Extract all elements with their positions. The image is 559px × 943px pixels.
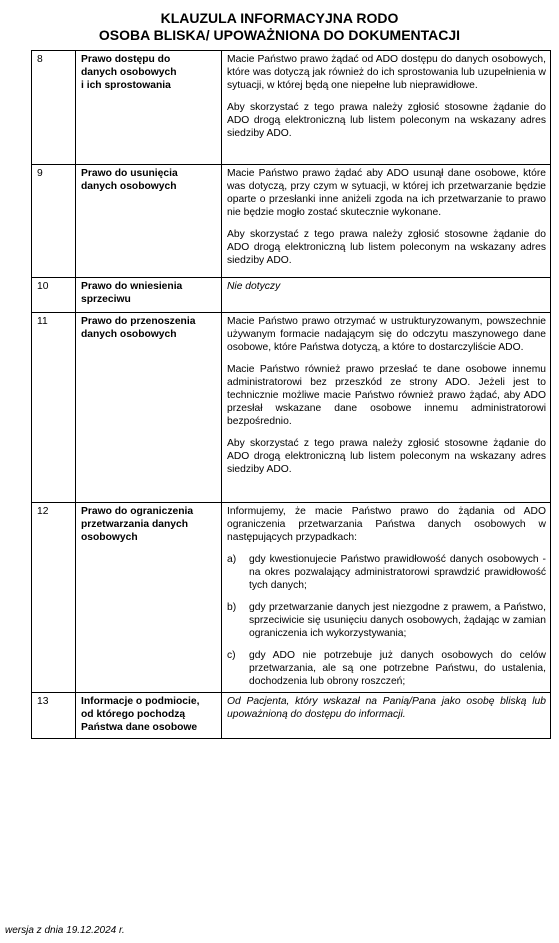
table-row — [32, 503, 551, 693]
table-row — [32, 313, 551, 503]
title-line-1: KLAUZULA INFORMACYJNA RODO — [160, 10, 399, 26]
list-marker: c) — [227, 650, 236, 661]
row-description — [222, 503, 551, 693]
table-row — [32, 278, 551, 313]
label-line: danych osobowych — [81, 181, 177, 192]
version-footer: wersja z dnia 19.12.2024 r. — [5, 925, 125, 936]
row-number: 12 — [32, 503, 76, 693]
paragraph: Aby skorzystać z tego prawa należy zgłosić stosowne żądanie do ADO drogą elektroniczną lub listem poleconym na wskazany adres siedziby ADO. — [227, 102, 546, 139]
row-number: 10 — [32, 278, 76, 313]
paragraph: Macie Państwo prawo żądać aby ADO usunął dane osobowe, które was dotyczą, przy czym w sytuacji, w której ich przetwarzanie będzie oparte o przesłanki inne aniżeli zgoda na ich przetwarzanie to prawo nie będzie mogło zostać skutecznie wykonane. — [227, 168, 546, 218]
label-line: sprzeciwu — [81, 294, 131, 305]
row-label — [76, 165, 222, 278]
label-line: od którego pochodzą — [81, 709, 186, 720]
paragraph: Macie Państwo prawo otrzymać w ustrukturyzowanym, powszechnie używanym formacie nadającym się do odczytu maszynowego dane osobowe, które Państwa dotyczą, a które to dostarczyliście ADO. — [227, 316, 546, 353]
list-text: gdy ADO nie potrzebuje już danych osobowych do celów przetwarzania, ale są one potrzebne Państwu, do ustalenia, dochodzenia lub obrony roszczeń; — [249, 650, 546, 687]
label-line: Prawo do wniesienia — [81, 281, 183, 292]
row-number: 9 — [32, 165, 76, 278]
list-item — [227, 649, 546, 688]
list-item — [227, 601, 546, 640]
paragraph: Macie Państwo również prawo przesłać te dane osobowe innemu administratorowi bez przeszkód ze strony ADO. Jeżeli jest to technicznie możliwe macie Państwo również prawo żądać, aby ADO przesłał wskazane dane osobowe innemu administratorowi bezpośrednio. — [227, 364, 546, 427]
table-row — [32, 51, 551, 165]
row-label — [76, 51, 222, 165]
label-line: Prawo dostępu do — [81, 54, 171, 65]
label-line: Prawo do ograniczenia — [81, 506, 194, 517]
row-label — [76, 278, 222, 313]
label-line: osobowych — [81, 532, 138, 543]
document-title — [0, 10, 559, 44]
row-description — [222, 165, 551, 278]
paragraph: Informujemy, że macie Państwo prawo do żądania od ADO ograniczenia przetwarzania Państwa danych osobowych w następujących przypadkach: — [227, 506, 546, 543]
label-line: przetwarzania danych — [81, 519, 189, 530]
list-text: gdy przetwarzanie danych jest niezgodne z prawem, a Państwo, sprzeciwicie się usunięciu danych osobowych, żądając w zamian ograniczenia ich wykorzystywania; — [249, 602, 546, 639]
table-row — [32, 693, 551, 739]
list-item — [227, 553, 546, 592]
label-line: Informacje o podmiocie, — [81, 696, 200, 707]
row-description — [222, 313, 551, 503]
paragraph: Aby skorzystać z tego prawa należy zgłosić stosowne żądanie do ADO drogą elektroniczną lub listem poleconym na wskazany adres siedziby ADO. — [227, 438, 546, 475]
row-label — [76, 693, 222, 739]
label-line: danych osobowych — [81, 67, 177, 78]
row-description — [222, 51, 551, 165]
list-marker: a) — [227, 554, 237, 565]
rights-table — [31, 50, 551, 739]
paragraph: Aby skorzystać z tego prawa należy zgłosić stosowne żądanie do ADO drogą elektroniczną lub listem poleconym na wskazany adres siedziby ADO. — [227, 229, 546, 266]
row-description: Nie dotyczy — [222, 278, 551, 313]
label-line: Państwa dane osobowe — [81, 722, 198, 733]
row-number: 11 — [32, 313, 76, 503]
paragraph: Macie Państwo prawo żądać od ADO dostępu do danych osobowych, które was dotyczą jak również do ich sprostowania lub uzupełnienia w sytuacji, w której będą one niepełne lub nieprawidłowe. — [227, 54, 546, 91]
row-number: 8 — [32, 51, 76, 165]
label-line: Prawo do usunięcia — [81, 168, 178, 179]
title-line-2: OSOBA BLISKA/ UPOWAŻNIONA DO DOKUMENTACJI — [98, 27, 461, 43]
list-text: gdy kwestionujecie Państwo prawidłowość danych osobowych - na okres pozwalający administratorowi sprawdzić prawidłowość tych danych; — [249, 554, 546, 591]
list-marker: b) — [227, 602, 237, 613]
label-line: Prawo do przenoszenia — [81, 316, 196, 327]
label-line: danych osobowych — [81, 329, 177, 340]
label-line: i ich sprostowania — [81, 80, 171, 91]
table-row — [32, 165, 551, 278]
row-description: Od Pacjenta, który wskazał na Panią/Pana jako osobę bliską lub upoważnioną do dostępu do informacji. — [222, 693, 551, 739]
row-label — [76, 313, 222, 503]
row-label — [76, 503, 222, 693]
row-number: 13 — [32, 693, 76, 739]
